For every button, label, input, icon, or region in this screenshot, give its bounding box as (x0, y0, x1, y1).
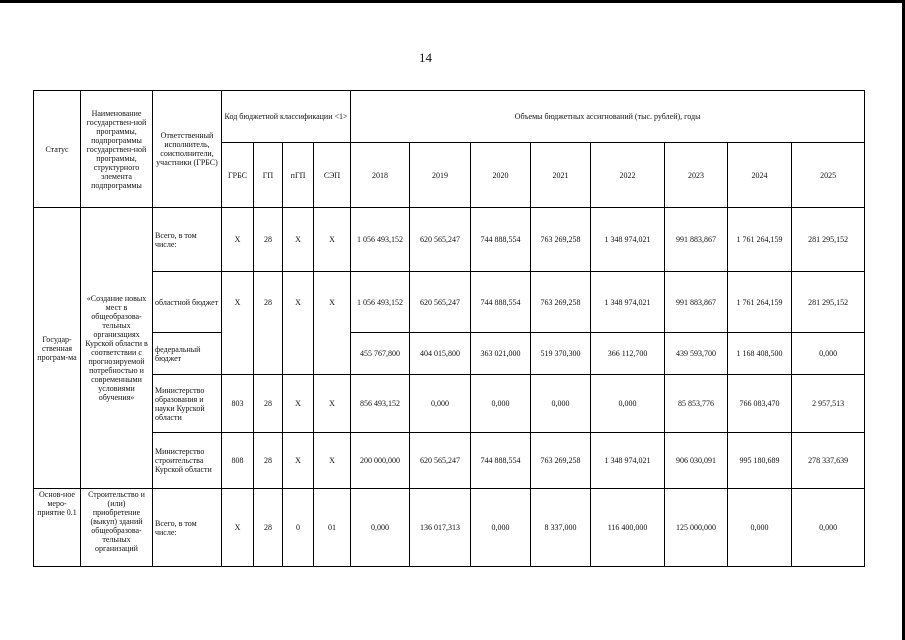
cell-value: 620 565,247 (410, 272, 471, 333)
program-status: Государ-ственная програм-ма (34, 208, 81, 489)
header-budget-code: Код бюджетной классификации <1> (222, 91, 351, 143)
cell-value: 281 295,152 (792, 272, 865, 333)
header-year: 2022 (591, 143, 665, 208)
cell-gp: 28 (254, 433, 283, 489)
cell-grbs: Х (222, 272, 254, 333)
cell-value: 0,000 (531, 375, 591, 433)
table-row (34, 333, 865, 375)
cell-gp-empty (254, 333, 283, 375)
measure-status: Основ-ное меро-приятие 0.1 (34, 489, 81, 567)
header-allocations: Объемы бюджетных ассигнований (тыс. рублей), годы (351, 91, 865, 143)
header-year: 2025 (792, 143, 865, 208)
cell-value: 0,000 (351, 489, 410, 567)
cell-gp: 28 (254, 208, 283, 272)
cell-value: 763 269,258 (531, 208, 591, 272)
cell-value: 2 957,513 (792, 375, 865, 433)
cell-value: 125 000,000 (665, 489, 728, 567)
table-row (34, 433, 865, 489)
cell-value: 455 767,800 (351, 333, 410, 375)
cell-value: 991 883,867 (665, 272, 728, 333)
cell-value: 744 888,554 (471, 272, 531, 333)
row-executor: федеральный бюджет (153, 333, 222, 375)
cell-pgp-empty (283, 333, 314, 375)
header-code-gp: ГП (254, 143, 283, 208)
page-number: 14 (419, 50, 432, 65)
cell-pgp: Х (283, 375, 314, 433)
cell-grbs: 808 (222, 433, 254, 489)
header-status: Статус (34, 91, 81, 208)
cell-sep: Х (314, 433, 351, 489)
cell-value: 1 348 974,021 (591, 208, 665, 272)
cell-value: 1 348 974,021 (591, 272, 665, 333)
cell-value: 620 565,247 (410, 208, 471, 272)
cell-value: 1 348 974,021 (591, 433, 665, 489)
cell-pgp: Х (283, 208, 314, 272)
cell-pgp: Х (283, 272, 314, 333)
cell-value: 766 083,470 (728, 375, 792, 433)
cell-gp: 28 (254, 272, 283, 333)
cell-value: 439 593,700 (665, 333, 728, 375)
cell-value: 763 269,258 (531, 272, 591, 333)
cell-value: 995 180,689 (728, 433, 792, 489)
header-year: 2023 (665, 143, 728, 208)
cell-value: 200 000,000 (351, 433, 410, 489)
cell-value: 744 888,554 (471, 433, 531, 489)
cell-value: 136 017,313 (410, 489, 471, 567)
table-row (34, 489, 865, 567)
cell-value: 519 370,300 (531, 333, 591, 375)
header-code-grbs: ГРБС (222, 143, 254, 208)
cell-value: 1 056 493,152 (351, 272, 410, 333)
row-executor: областной бюджет (153, 272, 222, 333)
cell-value: 281 295,152 (792, 208, 865, 272)
header-year: 2020 (471, 143, 531, 208)
table-row (34, 375, 865, 433)
cell-value: 0,000 (591, 375, 665, 433)
page-top-edge (0, 0, 905, 3)
cell-value: 620 565,247 (410, 433, 471, 489)
row-executor: Всего, в том числе: (153, 489, 222, 567)
cell-value: 0,000 (792, 489, 865, 567)
measure-name: Строительство и (или) приобретение (выкуп) зданий общеобразова-тельных организаций (81, 489, 153, 567)
cell-sep: Х (314, 272, 351, 333)
row-executor: Министерство строительства Курской области (153, 433, 222, 489)
cell-value: 1 168 408,500 (728, 333, 792, 375)
program-name: «Создание новых мест в общеобразова-тельных организациях Курской области в соответствии с прогнозируемой потребностью и современными условиями обучения» (81, 208, 153, 489)
cell-sep: Х (314, 208, 351, 272)
cell-value: 0,000 (471, 375, 531, 433)
cell-value: 404 015,800 (410, 333, 471, 375)
cell-value: 744 888,554 (471, 208, 531, 272)
cell-sep: 01 (314, 489, 351, 567)
cell-value: 0,000 (728, 489, 792, 567)
cell-value: 906 030,091 (665, 433, 728, 489)
cell-value: 763 269,258 (531, 433, 591, 489)
header-year: 2021 (531, 143, 591, 208)
cell-sep-empty (314, 333, 351, 375)
header-year: 2018 (351, 143, 410, 208)
cell-value: 85 853,776 (665, 375, 728, 433)
cell-value: 278 337,639 (792, 433, 865, 489)
table-row (34, 272, 865, 333)
row-executor: Министерство образования и науки Курской области (153, 375, 222, 433)
cell-grbs: Х (222, 208, 254, 272)
cell-sep: Х (314, 375, 351, 433)
row-executor: Всего, в том числе: (153, 208, 222, 272)
cell-gp: 28 (254, 489, 283, 567)
header-row-top (34, 91, 865, 143)
cell-value: 8 337,000 (531, 489, 591, 567)
cell-value: 856 493,152 (351, 375, 410, 433)
cell-value: 366 112,700 (591, 333, 665, 375)
header-code-sep: СЭП (314, 143, 351, 208)
cell-value: 991 883,867 (665, 208, 728, 272)
header-code-pgp: пГП (283, 143, 314, 208)
header-year: 2024 (728, 143, 792, 208)
cell-value: 1 761 264,159 (728, 208, 792, 272)
cell-value: 0,000 (410, 375, 471, 433)
budget-table (33, 90, 865, 567)
header-name: Наименование государствен-ной программы, подпрограммы государствен-ной программы, структурного элемента подпрограммы (81, 91, 153, 208)
table-row (34, 208, 865, 272)
cell-value: 1 761 264,159 (728, 272, 792, 333)
cell-value: 0,000 (792, 333, 865, 375)
cell-pgp: Х (283, 433, 314, 489)
cell-value: 1 056 493,152 (351, 208, 410, 272)
cell-value: 363 021,000 (471, 333, 531, 375)
cell-value: 0,000 (471, 489, 531, 567)
cell-gp: 28 (254, 375, 283, 433)
cell-grbs: Х (222, 489, 254, 567)
cell-grbs-empty (222, 333, 254, 375)
cell-grbs: 803 (222, 375, 254, 433)
header-year: 2019 (410, 143, 471, 208)
header-executor: Ответственный исполнитель, соисполнители, участники (ГРБС) (153, 91, 222, 208)
cell-pgp: 0 (283, 489, 314, 567)
cell-value: 116 400,000 (591, 489, 665, 567)
